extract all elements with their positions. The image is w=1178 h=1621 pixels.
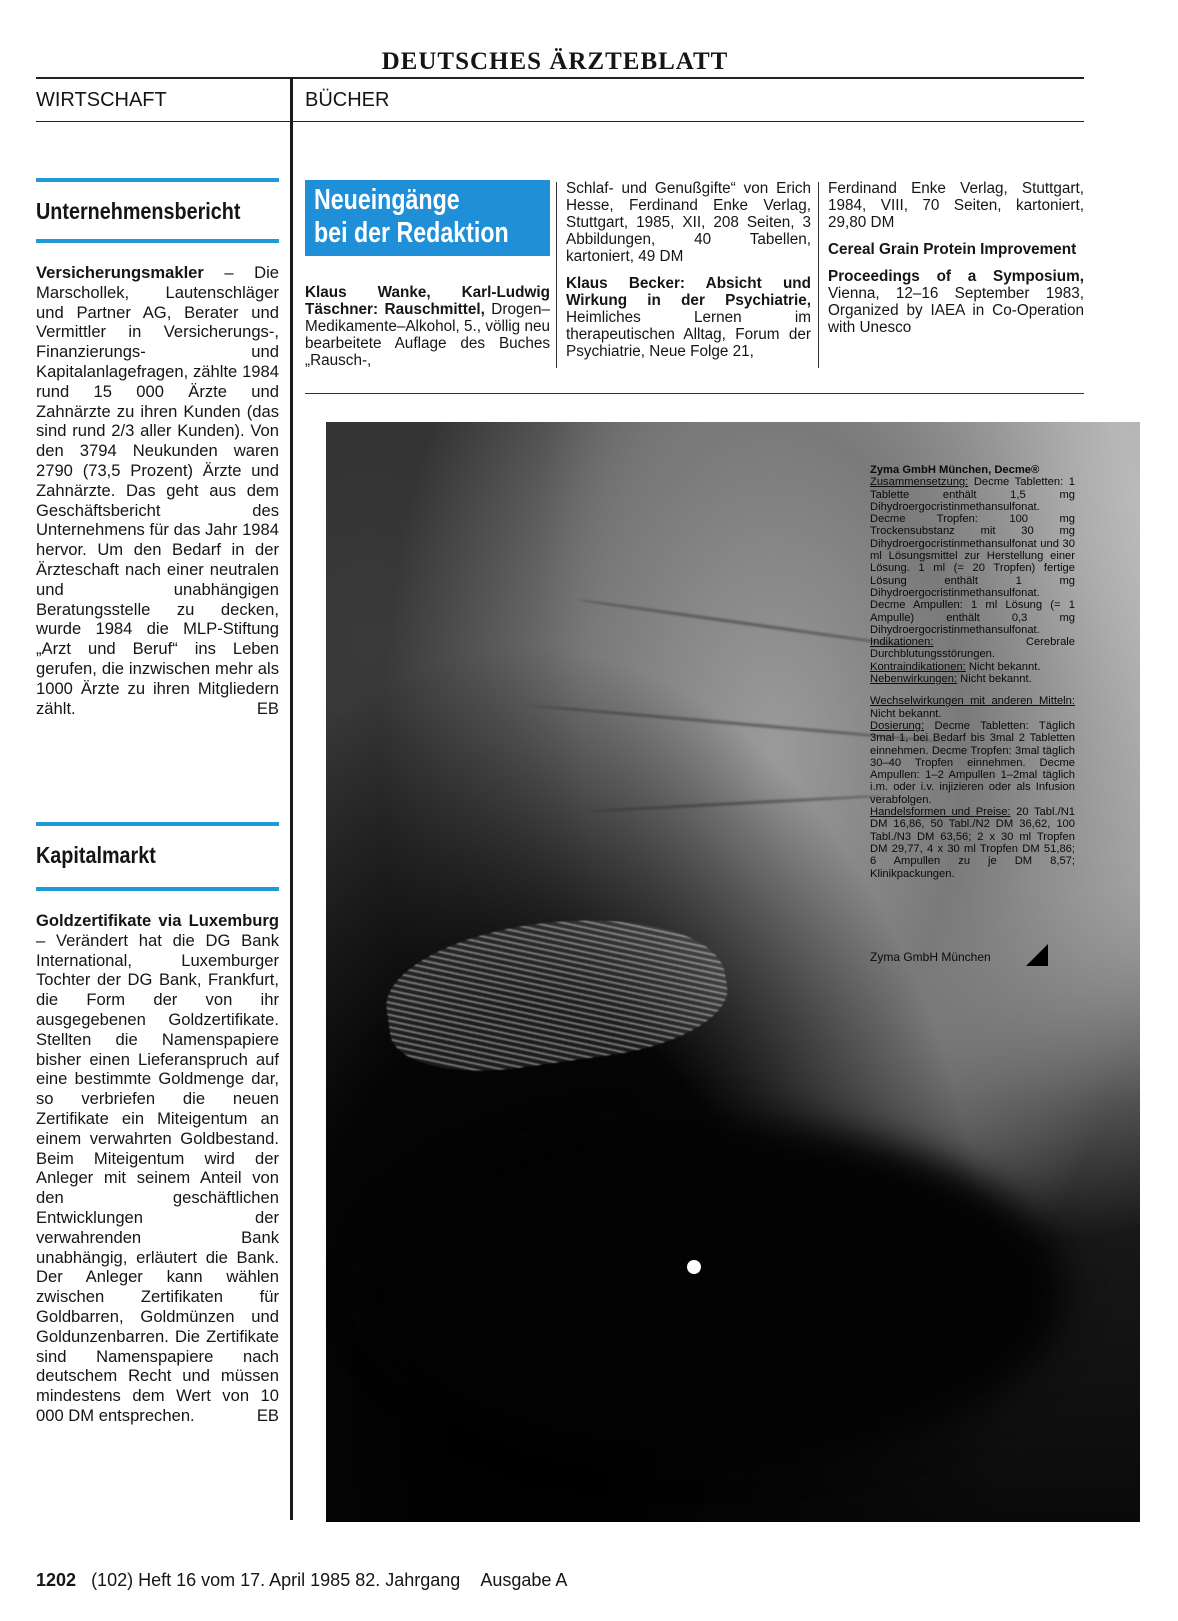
advert-text xyxy=(870,464,1075,880)
book-details: Drogen–Medikamente–Alkohol, 5., völlig neu bearbeitete Auflage des Buches „Rausch-, xyxy=(305,301,550,369)
book-subtitle: Proceedings of a Symposium, xyxy=(828,268,1084,285)
rubric-rule-top xyxy=(36,178,279,182)
book-column-3 xyxy=(828,180,1084,346)
page-number: 1202 xyxy=(36,1570,77,1590)
new-arrivals-banner xyxy=(305,180,550,256)
page-footer xyxy=(36,1570,567,1591)
zyma-logo-mark xyxy=(1026,944,1048,966)
eye-highlight xyxy=(687,1260,701,1274)
advert-title: Zyma GmbH München, Decme® xyxy=(870,464,1040,476)
advert-label: Dosierung: xyxy=(870,719,925,732)
book-entry xyxy=(828,268,1084,336)
article-lead: Versicherungsmakler xyxy=(36,263,204,282)
advert-section xyxy=(870,806,1075,880)
book-title: Cereal Grain Protein Improvement xyxy=(828,241,1077,258)
advert-section xyxy=(870,476,1075,636)
books-bottom-rule xyxy=(305,393,1084,394)
advert-value: Nicht bekannt. xyxy=(965,660,1041,673)
book-column-divider xyxy=(818,182,819,368)
advert-section xyxy=(870,636,1075,661)
advert-label: Kontraindikationen: xyxy=(870,660,966,673)
rubric-rule-bottom xyxy=(36,887,279,891)
section-label-buecher: BÜCHER xyxy=(305,89,390,111)
advert-value: Nicht bekannt. xyxy=(870,707,942,720)
advert-value: Nicht bekannt. xyxy=(957,673,1032,686)
eyebrow-hair xyxy=(378,899,734,1085)
section-label-wirtschaft: WIRTSCHAFT xyxy=(36,89,167,111)
masthead: DEUTSCHES ÄRZTEBLATT xyxy=(381,48,729,75)
advert-label: Wechselwirkungen mit anderen Mitteln: xyxy=(870,695,1075,708)
banner-line-2: bei der Redaktion xyxy=(314,217,509,249)
rubric-rule-bottom xyxy=(36,239,279,243)
advert-label: Handelsformen und Preise: xyxy=(870,806,1011,819)
section-rule xyxy=(36,121,1084,122)
advert-value: Cerebrale Durchblutungsstörungen. xyxy=(870,636,1075,661)
advert-section xyxy=(870,661,1075,673)
eye-shadow xyxy=(366,1122,1066,1462)
advert-company: Zyma GmbH München xyxy=(870,950,991,964)
article-lead: Goldzertifikate via Luxemburg xyxy=(36,911,279,930)
book-column-1 xyxy=(305,284,550,379)
book-details: Heimliches Lernen im therapeutischen Alltag, Forum der Psychiatrie, Neue Folge 21, xyxy=(566,309,811,360)
article-kapitalmarkt xyxy=(36,822,279,1426)
advert-value: 20 Tabl./N1 DM 16,86, 50 Tabl./N2 DM 36,62, 100 Tabl./N3 DM 63,56; 2 x 30 ml Tropfen DM 29,77, 4 x 30 ml Tropfen DM 51,86; 6 Ampullen zu je DM 8,57; Klinikpackungen. xyxy=(870,806,1075,880)
article-body xyxy=(36,911,279,1426)
article-signature: EB xyxy=(256,1405,279,1425)
advert-section xyxy=(870,695,1075,720)
book-entry xyxy=(566,275,811,360)
article-body xyxy=(36,263,279,718)
article-text: – Verändert hat die DG Bank International, Luxemburger Tochter der DG Bank, Frankfurt, die Form der von ihr ausgegebenen Goldzertifikate. Stellten die Namenspapiere bisher einen Lieferanspruch auf eine bestimmte Goldmenge dar, so verbriefen die neuen Zertifikate ein Miteigentum an einem verwahrten Goldbestand. Beim Miteigentum wird der Anleger mit seinem Anteil von den geschäftlichen Entwicklungen der verwahrenden Bank unabhängig, erläutert die Bank. Der Anleger kann wählen zwischen Zertifikaten für Goldbarren, Goldmünzen und Goldunzenbarren. Die Zertifikate sind Namenspapiere nach deutschem Recht und müssen mindestens dem Wert von 10 000 DM entsprechen. xyxy=(36,930,279,1425)
wrinkle xyxy=(577,598,914,648)
article-unternehmensbericht xyxy=(36,178,279,718)
advert-photo xyxy=(326,422,1140,1522)
edition-label: Ausgabe A xyxy=(480,1570,568,1590)
issue-info: (102) Heft 16 vom 17. April 1985 82. Jahrgang xyxy=(91,1570,461,1590)
book-column-2 xyxy=(566,180,811,370)
book-details: Vienna, 12–16 September 1983, Organized by IAEA in Co-Operation with Unesco xyxy=(828,285,1084,336)
rubric-heading: Kapitalmarkt xyxy=(36,842,156,868)
article-text: – Die Marschollek, Lautenschläger und Partner AG, Berater und Vermittler in Versicherungs-, Finanzierungs- und Kapitalanlagefragen, zählte 1984 rund 15 000 Ärzte und Zahnärzte zu ihren Kunden (das sind rund 2/3 aller Kunden). Von den 3794 Neukunden waren 2790 (73,5 Prozent) Ärzte und Zahnärzte. Das geht aus dem Geschäftsbericht des Unternehmens für das Jahr 1984 hervor. Um den Bedarf in der Ärzteschaft nach einer neutralen und unabhängigen Beratungsstelle zu decken, wurde 1984 die MLP-Stiftung „Arzt und Beruf“ ins Leben gerufen, die inzwischen mehr als 1000 Ärzte zu ihren Mitgliedern zählt. xyxy=(36,263,279,718)
advert-label: Zusammensetzung: xyxy=(870,476,969,489)
advert-section xyxy=(870,720,1075,806)
advert-label: Nebenwirkungen: xyxy=(870,673,958,686)
advert-value: Decme Tabletten: Täglich 3mal 1, bei Bedarf bis 3mal 2 Tabletten einnehmen. Decme Tropfen: 3mal täglich 30–40 Tropfen einnehmen. Decme Ampullen: 1–2 Ampullen 1–2mal täglich i.m. oder i.v. injizieren oder als Infusion verabfolgen. xyxy=(870,719,1075,806)
rubric-heading: Unternehmensbericht xyxy=(36,198,241,224)
advert-section xyxy=(870,673,1075,685)
banner-line-1: Neueingänge xyxy=(314,184,460,216)
book-entry xyxy=(305,284,550,369)
book-author-title: Klaus Becker: Absicht und Wirkung in der Psychiatrie, xyxy=(566,275,811,309)
rubric-rule-top xyxy=(36,822,279,826)
book-author-title: Klaus Wanke, Karl-Ludwig Täschner: Rauschmittel, xyxy=(305,284,550,318)
book-details-cont: Schlaf- und Genußgifte“ von Erich Hesse, Ferdinand Enke Verlag, Stuttgart, 1985, XII, 208 Seiten, 3 Abbildungen, 40 Tabellen, kartoniert, 49 DM xyxy=(566,180,811,265)
masthead-rule xyxy=(36,77,1084,79)
column-divider xyxy=(290,77,293,1520)
book-details-cont: Ferdinand Enke Verlag, Stuttgart, 1984, VIII, 70 Seiten, kartoniert, 29,80 DM xyxy=(828,180,1084,231)
advert-value: Decme Tabletten: 1 Tablette enthält 1,5 mg Dihydroergocristinmethansulfonat. Decme Tropfen: 100 mg Trockensubstanz mit 30 mg Dihydroergocristinmethansulfonat und 30 ml Lösungsmittel zur Herstellung einer Lösung. 1 ml (= 20 Tropfen) fertige Lösung enthält 1 mg Dihydroergocristinmethansulfonat. Decme Ampullen: 1 ml Lösung (= 1 Ampulle) enthält 0,3 mg Dihydroergocristinmethansulfonat. xyxy=(870,476,1075,636)
advert-label: Indikationen: xyxy=(870,636,934,649)
book-column-divider xyxy=(556,182,557,368)
wrinkle xyxy=(586,794,886,813)
article-signature: EB xyxy=(256,698,279,718)
